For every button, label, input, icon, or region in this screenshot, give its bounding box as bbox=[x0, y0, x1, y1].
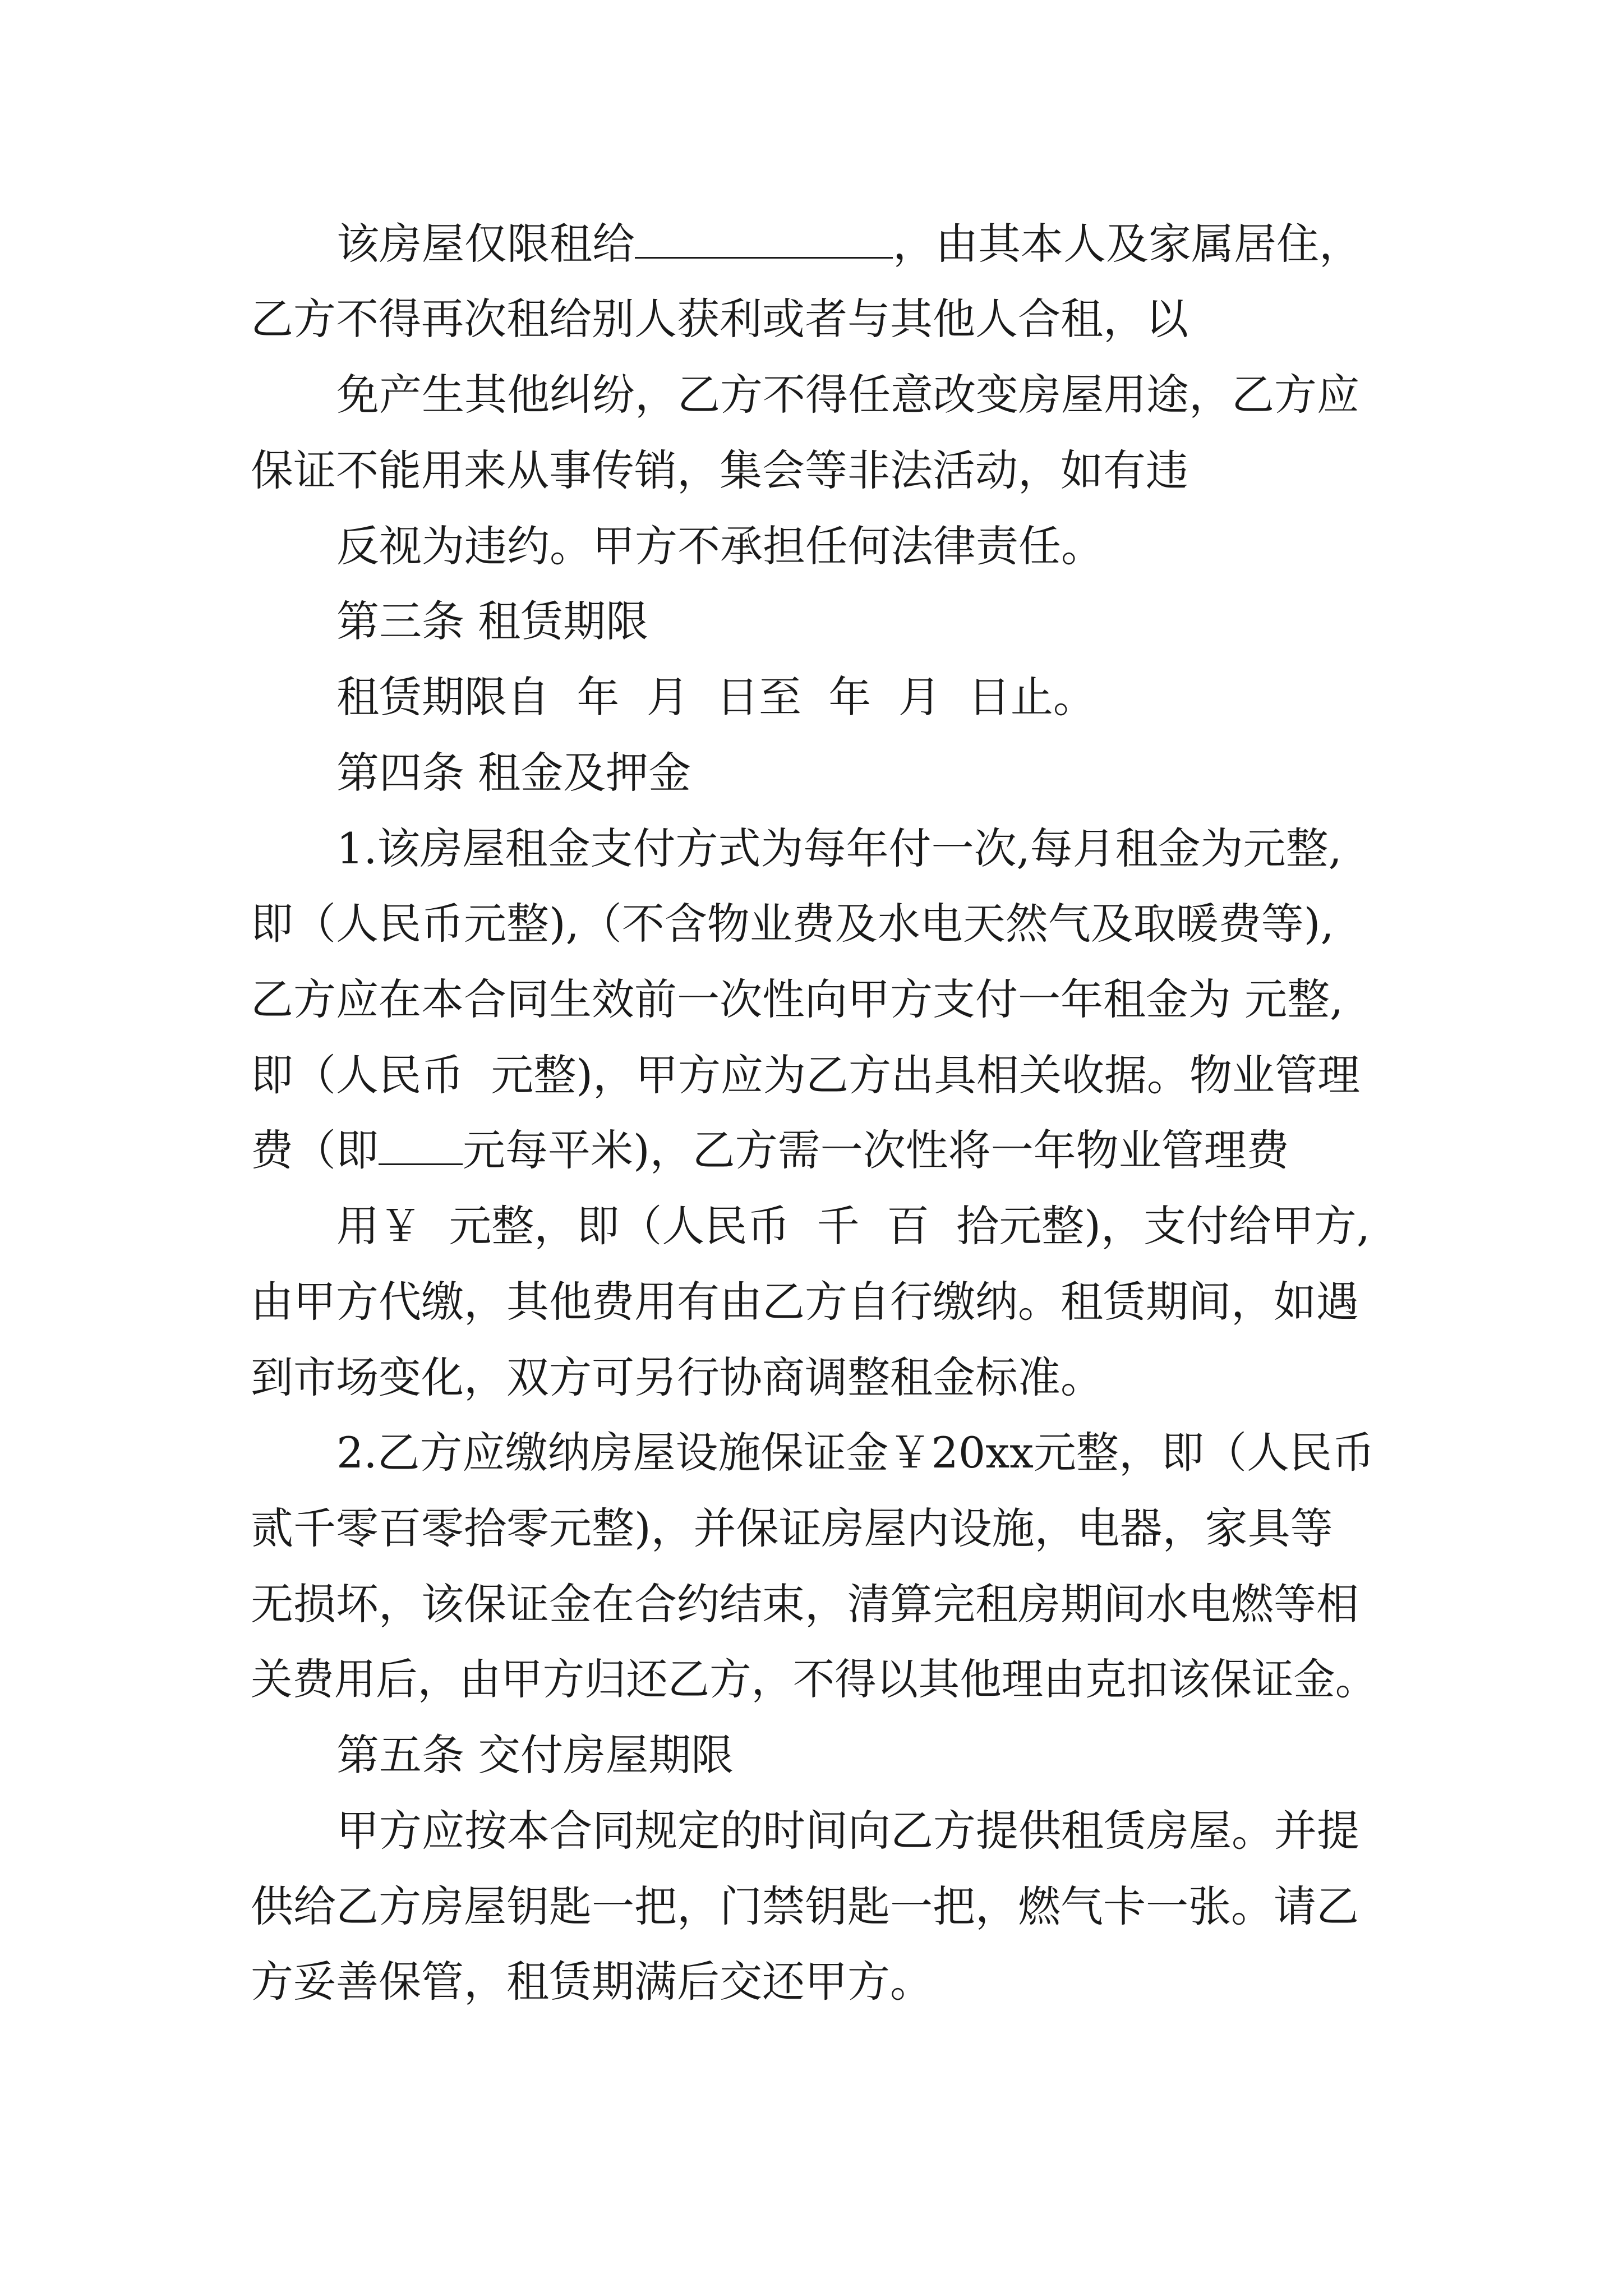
paragraph-line bbox=[0, 972, 1623, 1028]
line-text: 第五条 交付房屋期限 bbox=[336, 1730, 734, 1780]
line-text: 方妥善保管，租赁期满后交还甲方。 bbox=[251, 1957, 933, 2007]
paragraph-line bbox=[0, 669, 1623, 725]
fill-in-blank bbox=[379, 1129, 463, 1165]
paragraph-line bbox=[0, 1274, 1623, 1330]
fill-in-blank bbox=[635, 222, 893, 259]
paragraph-line bbox=[0, 1198, 1623, 1254]
paragraph-line bbox=[0, 443, 1623, 499]
paragraph-line bbox=[0, 216, 1623, 272]
line-text: 关费用后，由甲方归还乙方，不得以其他理由克扣该保证金。 bbox=[251, 1654, 1377, 1704]
section-heading bbox=[0, 593, 1623, 650]
line-text: 乙方应在本合同生效前一次性向甲方支付一年租金为 元整, bbox=[251, 974, 1344, 1024]
line-text: 即（人民币 元整)，甲方应为乙方出具相关收据。物业管理 bbox=[251, 1050, 1360, 1100]
line-text: ，由其本人及家属居住， bbox=[893, 219, 1362, 269]
line-text: 1.该房屋租金支付方式为每年付一次,每月租金为元整, bbox=[336, 823, 1342, 873]
paragraph-line bbox=[0, 518, 1623, 574]
paragraph-line bbox=[0, 367, 1623, 423]
line-text: 反视为违约。甲方不承担任何法律责任。 bbox=[336, 521, 1104, 571]
line-text: 用￥ 元整，即（人民币 千 百 拾元整)，支付给甲方, bbox=[336, 1201, 1371, 1251]
paragraph-line bbox=[0, 1122, 1623, 1179]
line-text: 贰千零百零拾零元整)，并保证房屋内设施，电器，家具等 bbox=[251, 1503, 1333, 1553]
line-text: 到市场变化，双方可另行协商调整租金标准。 bbox=[251, 1352, 1103, 1402]
paragraph-line bbox=[0, 1350, 1623, 1406]
section-heading bbox=[0, 1727, 1623, 1783]
line-text: 该房屋仅限租给 bbox=[336, 219, 635, 269]
paragraph-line bbox=[0, 821, 1623, 877]
line-text: 租赁期限自 年 月 日至 年 月 日止。 bbox=[336, 672, 1096, 722]
line-text: 由甲方代缴，其他费用有由乙方自行缴纳。租赁期间，如遇 bbox=[251, 1277, 1359, 1327]
paragraph-line bbox=[0, 1047, 1623, 1103]
paragraph-line bbox=[0, 1425, 1623, 1481]
line-text: 免产生其他纠纷，乙方不得任意改变房屋用途，乙方应 bbox=[336, 370, 1359, 420]
line-text: 乙方不得再次租给别人获利或者与其他人合租，以 bbox=[251, 294, 1188, 344]
paragraph-line bbox=[0, 1576, 1623, 1632]
paragraph-line bbox=[6, 1651, 1623, 1708]
paragraph-line bbox=[0, 1803, 1623, 1859]
section-heading bbox=[0, 745, 1623, 801]
line-text: 第三条 租赁期限 bbox=[336, 596, 649, 646]
paragraph-line bbox=[0, 1501, 1623, 1557]
line-text: 2.乙方应缴纳房屋设施保证金￥20xx元整，即（人民币 bbox=[336, 1428, 1375, 1478]
paragraph-line bbox=[0, 1954, 1623, 2010]
line-text: 甲方应按本合同规定的时间向乙方提供租赁房屋。并提 bbox=[336, 1806, 1359, 1856]
line-text: 保证不能用来从事传销，集会等非法活动，如有违 bbox=[251, 445, 1188, 495]
paragraph-line bbox=[0, 896, 1623, 952]
line-text: 费（即 bbox=[251, 1125, 379, 1175]
paragraph-line bbox=[0, 291, 1623, 347]
paragraph-line bbox=[0, 1879, 1623, 1935]
line-text: 无损坏，该保证金在合约结束，清算完租房期间水电燃等相 bbox=[251, 1579, 1359, 1629]
line-text: 第四条 租金及押金 bbox=[336, 748, 691, 798]
line-text: 即（人民币元整),（不含物业费及水电天然气及取暖费等), bbox=[251, 899, 1334, 949]
line-text: 元每平米)，乙方需一次性将一年物业管理费 bbox=[463, 1125, 1289, 1175]
line-text: 供给乙方房屋钥匙一把，门禁钥匙一把，燃气卡一张。请乙 bbox=[251, 1881, 1359, 1931]
